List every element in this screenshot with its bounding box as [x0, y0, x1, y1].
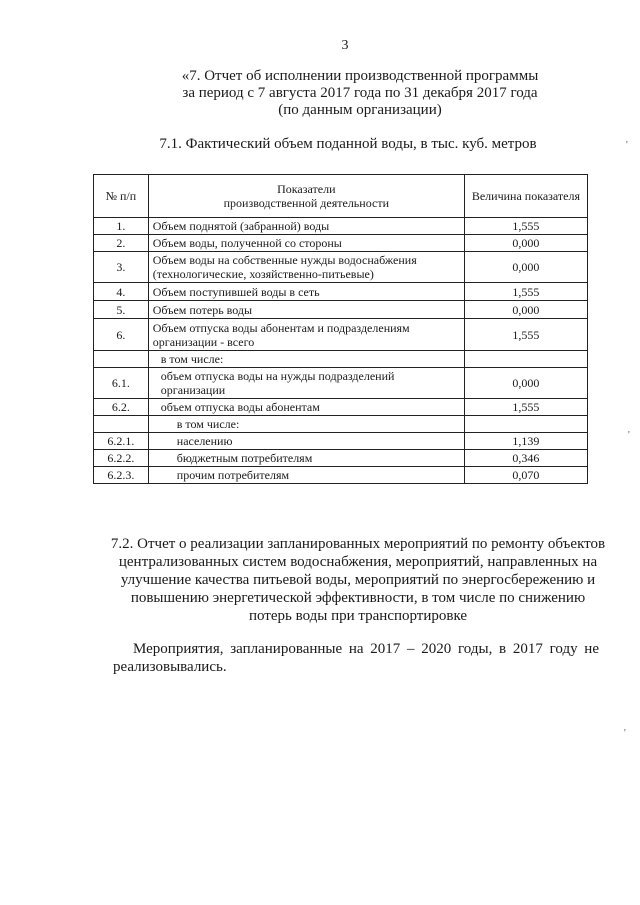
row-indicator: прочим потребителям [148, 467, 464, 484]
row-num: 5. [94, 301, 149, 319]
row-value: 1,139 [464, 433, 587, 450]
row-indicator: объем отпуска воды на нужды подразделений организации [148, 368, 464, 399]
table-row [94, 399, 588, 416]
row-value: 1,555 [464, 399, 587, 416]
row-num: 1. [94, 218, 149, 235]
header-indicator-line2: производственной деятельности [223, 196, 389, 210]
row-indicator: Объем поступившей воды в сеть [148, 283, 464, 301]
report-title-line3: (по данным организации) [278, 102, 442, 118]
row-value: 1,555 [464, 283, 587, 301]
row-indicator: населению [148, 433, 464, 450]
row-value [464, 351, 587, 368]
row-num: 4. [94, 283, 149, 301]
row-num [94, 351, 149, 368]
row-value: 0,346 [464, 450, 587, 467]
table-row [94, 416, 588, 433]
row-num: 6.1. [94, 368, 149, 399]
row-indicator: Объем потерь воды [148, 301, 464, 319]
table-row [94, 301, 588, 319]
row-indicator: в том числе: [148, 351, 464, 368]
margin-tick: ' [628, 430, 630, 441]
section2-title: 7.2. Отчет о реализации запланированных мероприятий по ремонту объектов централизованных систем водоснабжения, мероприятий, направленных на улучшение качества питьевой воды, мероприятий по энергосбережению и повышению энергетической эффективности, в том числе по снижению потерь воды при транспортировке [110, 536, 606, 624]
section2-text: Мероприятия, запланированные на 2017 – 2020 годы, в 2017 году не реализовывались. [113, 641, 599, 675]
margin-tick: ' [624, 728, 626, 739]
row-num: 6.2.1. [94, 433, 149, 450]
table-row [94, 319, 588, 351]
row-indicator: Объем отпуска воды абонентам и подразделениям организации - всего [148, 319, 464, 351]
report-title [0, 68, 640, 119]
row-indicator: бюджетным потребителям [148, 450, 464, 467]
row-indicator: Объем воды на собственные нужды водоснабжения (технологические, хозяйственно-питьевые) [148, 252, 464, 283]
row-num: 3. [94, 252, 149, 283]
table-row [94, 218, 588, 235]
row-num: 6.2. [94, 399, 149, 416]
table-row [94, 252, 588, 283]
row-num: 6.2.3. [94, 467, 149, 484]
row-num [94, 416, 149, 433]
water-volume-table [93, 174, 588, 484]
row-value: 0,000 [464, 235, 587, 252]
row-value [464, 416, 587, 433]
row-value: 0,000 [464, 301, 587, 319]
table-row [94, 283, 588, 301]
table-row [94, 351, 588, 368]
row-value: 0,070 [464, 467, 587, 484]
row-indicator: Объем воды, полученной со стороны [148, 235, 464, 252]
row-indicator: объем отпуска воды абонентам [148, 399, 464, 416]
row-value: 0,000 [464, 368, 587, 399]
header-value: Величина показателя [464, 175, 587, 218]
table-row [94, 368, 588, 399]
row-num: 2. [94, 235, 149, 252]
row-value: 1,555 [464, 218, 587, 235]
report-title-line1: «7. Отчет об исполнении производственной программы [181, 68, 539, 84]
table-row [94, 450, 588, 467]
report-title-line2: за период с 7 августа 2017 года по 31 декабря 2017 года [182, 85, 538, 101]
header-num: № п/п [94, 175, 149, 218]
table-row [94, 235, 588, 252]
header-indicator [148, 175, 464, 218]
table-caption: 7.1. Фактический объем поданной воды, в тыс. куб. метров [159, 136, 537, 152]
row-indicator: Объем поднятой (забранной) воды [148, 218, 464, 235]
table-row [94, 433, 588, 450]
page-number: 3 [341, 38, 349, 53]
row-value: 0,000 [464, 252, 587, 283]
table-header-row [94, 175, 588, 218]
row-value: 1,555 [464, 319, 587, 351]
header-indicator-line1: Показатели [277, 182, 336, 196]
row-indicator: в том числе: [148, 416, 464, 433]
row-num: 6.2.2. [94, 450, 149, 467]
margin-tick: ' [626, 140, 628, 151]
table-row [94, 467, 588, 484]
row-num: 6. [94, 319, 149, 351]
